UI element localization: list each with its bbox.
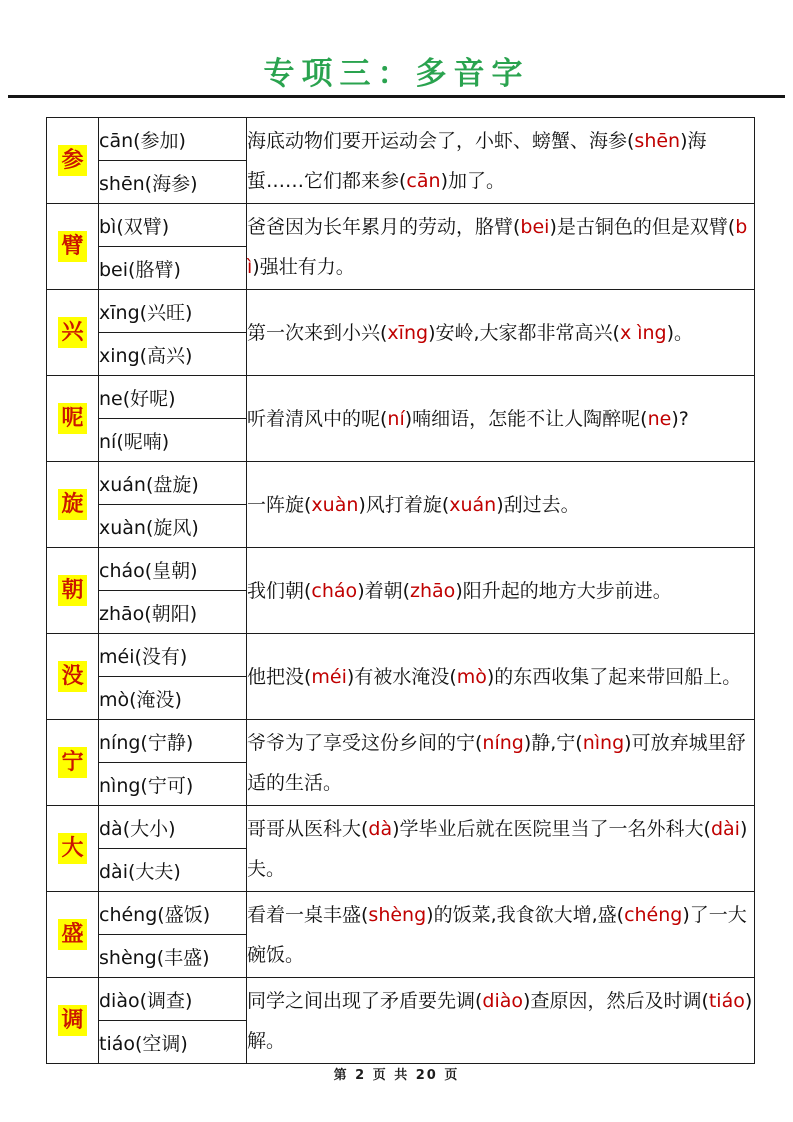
polyphone-table-body xyxy=(47,118,755,1064)
highlighted-character: 没 xyxy=(58,661,86,691)
char-cell xyxy=(47,290,99,376)
sentence-text: 第一次来到小兴( xyxy=(247,321,388,344)
highlighted-character: 宁 xyxy=(58,747,86,777)
pinyin-annotation: bei xyxy=(520,215,550,238)
reading-cell: cān(参加) xyxy=(99,118,247,161)
table-row xyxy=(47,720,755,763)
polyphone-table xyxy=(46,117,755,1064)
sentence-text: 他把没( xyxy=(247,665,312,688)
sentence-text: )了一大碗饭。 xyxy=(247,903,747,966)
highlighted-character: 旋 xyxy=(58,489,86,519)
highlighted-character: 呢 xyxy=(58,403,86,433)
reading-cell: bì(双臂) xyxy=(99,204,247,247)
sentence-text: )静,宁( xyxy=(523,731,583,754)
pinyin-annotation: xuàn xyxy=(311,493,359,516)
sentence-text: )加了。 xyxy=(440,169,505,192)
reading-cell: níng(宁静) xyxy=(99,720,247,763)
reading-cell: xīng(兴旺) xyxy=(99,290,247,333)
sentence-text: 一阵旋( xyxy=(247,493,312,516)
sentence-cell xyxy=(247,204,755,290)
sentence-cell xyxy=(247,978,755,1064)
char-cell xyxy=(47,204,99,290)
sentence-text: )可放弃城里舒适的生活。 xyxy=(247,731,746,794)
sentence-text: )喃细语，怎能不让人陶醉呢( xyxy=(404,407,648,430)
reading-cell: xuàn(旋风) xyxy=(99,505,247,548)
sentence-text: )? xyxy=(671,407,689,430)
sentence-text: )安岭,大家都非常高兴( xyxy=(428,321,620,344)
sentence-text: )夫。 xyxy=(247,817,748,880)
sentence-text: 同学之间出现了矛盾要先调( xyxy=(247,989,483,1012)
pinyin-annotation: cān xyxy=(406,169,441,192)
sentence-text: )着朝( xyxy=(357,579,411,602)
char-cell xyxy=(47,892,99,978)
table-row xyxy=(47,806,755,849)
reading-cell: mò(淹没) xyxy=(99,677,247,720)
char-cell xyxy=(47,634,99,720)
sentence-cell xyxy=(247,290,755,376)
sentence-cell xyxy=(247,892,755,978)
table-row xyxy=(47,204,755,247)
pinyin-annotation: zhāo xyxy=(410,579,456,602)
reading-cell: diào(调查) xyxy=(99,978,247,1021)
page-number: 第 2 页 共 20 页 xyxy=(333,1068,460,1083)
char-cell xyxy=(47,720,99,806)
pinyin-annotation: b ì xyxy=(247,215,748,278)
sentence-text: 看着一桌丰盛( xyxy=(247,903,369,926)
reading-cell: xing(高兴) xyxy=(99,333,247,376)
pinyin-annotation: níng xyxy=(482,731,524,754)
sentence-text: )刮过去。 xyxy=(496,493,580,516)
sentence-text: )。 xyxy=(666,321,694,344)
reading-cell: ne(好呢) xyxy=(99,376,247,419)
pinyin-annotation: xīng xyxy=(387,321,429,344)
table-row xyxy=(47,978,755,1021)
sentence-text: 海底动物们要开运动会了，小虾、螃蟹、海参( xyxy=(247,129,635,152)
sentence-cell xyxy=(247,806,755,892)
sentence-cell xyxy=(247,118,755,204)
sentence-text: 哥哥从医科大( xyxy=(247,817,369,840)
sentence-text: )有被水淹没( xyxy=(346,665,457,688)
highlighted-character: 大 xyxy=(58,833,86,863)
char-cell xyxy=(47,376,99,462)
title-divider xyxy=(8,95,785,98)
sentence-text: )海蜇……它们都来参( xyxy=(247,129,707,192)
char-cell xyxy=(47,548,99,634)
pinyin-annotation: nìng xyxy=(582,731,625,754)
pinyin-annotation: ne xyxy=(647,407,672,430)
pinyin-annotation: ní xyxy=(387,407,405,430)
highlighted-character: 盛 xyxy=(58,919,86,949)
pinyin-annotation: dài xyxy=(710,817,740,840)
table-row xyxy=(47,634,755,677)
pinyin-annotation: tiáo xyxy=(708,989,745,1012)
table-row xyxy=(47,548,755,591)
highlighted-character: 调 xyxy=(58,1005,86,1035)
pinyin-annotation: diào xyxy=(482,989,524,1012)
table-row xyxy=(47,118,755,161)
reading-cell: zhāo(朝阳) xyxy=(99,591,247,634)
sentence-text: )解。 xyxy=(247,989,753,1052)
char-cell xyxy=(47,978,99,1064)
sentence-text: )学毕业后就在医院里当了一名外科大( xyxy=(392,817,711,840)
table-row xyxy=(47,462,755,505)
highlighted-character: 臂 xyxy=(58,231,86,261)
reading-cell: dà(大小) xyxy=(99,806,247,849)
pinyin-annotation: mò xyxy=(456,665,487,688)
table-row xyxy=(47,376,755,419)
pinyin-annotation: méi xyxy=(311,665,347,688)
sentence-cell xyxy=(247,634,755,720)
reading-cell: tiáo(空调) xyxy=(99,1021,247,1064)
reading-cell: ní(呢喃) xyxy=(99,419,247,462)
reading-cell: chéng(盛饭) xyxy=(99,892,247,935)
sentence-cell xyxy=(247,720,755,806)
reading-cell: shèng(丰盛) xyxy=(99,935,247,978)
highlighted-character: 朝 xyxy=(58,575,86,605)
page-title: 专项三：多音字 xyxy=(263,56,530,92)
pinyin-annotation: shēn xyxy=(634,129,681,152)
sentence-text: )查原因，然后及时调( xyxy=(523,989,709,1012)
pinyin-annotation: chéng xyxy=(624,903,683,926)
sentence-text: )风打着旋( xyxy=(358,493,450,516)
sentence-cell xyxy=(247,462,755,548)
sentence-text: 爸爸因为长年累月的劳动，胳臂( xyxy=(247,215,521,238)
pinyin-annotation: xuán xyxy=(449,493,497,516)
char-cell xyxy=(47,118,99,204)
table-row xyxy=(47,290,755,333)
sentence-cell xyxy=(247,376,755,462)
sentence-text: )强壮有力。 xyxy=(252,255,355,278)
reading-cell: méi(没有) xyxy=(99,634,247,677)
sentence-text: 听着清风中的呢( xyxy=(247,407,388,430)
sentence-text: )阳升起的地方大步前进。 xyxy=(455,579,672,602)
reading-cell: shēn(海参) xyxy=(99,161,247,204)
char-cell xyxy=(47,462,99,548)
sentence-text: 爷爷为了享受这份乡间的宁( xyxy=(247,731,483,754)
pinyin-annotation: cháo xyxy=(311,579,358,602)
sentence-text: 我们朝( xyxy=(247,579,312,602)
highlighted-character: 参 xyxy=(58,145,86,175)
pinyin-annotation: shèng xyxy=(368,903,427,926)
sentence-text: )的东西收集了起来带回船上。 xyxy=(486,665,742,688)
sentence-text: )的饭菜,我食欲大增,盛( xyxy=(426,903,625,926)
pinyin-annotation: x ìng xyxy=(619,321,667,344)
reading-cell: xuán(盘旋) xyxy=(99,462,247,505)
highlighted-character: 兴 xyxy=(58,317,86,347)
sentence-text: )是古铜色的但是双臂( xyxy=(549,215,736,238)
reading-cell: bei(胳臂) xyxy=(99,247,247,290)
char-cell xyxy=(47,806,99,892)
reading-cell: nìng(宁可) xyxy=(99,763,247,806)
table-row xyxy=(47,892,755,935)
sentence-cell xyxy=(247,548,755,634)
reading-cell: cháo(皇朝) xyxy=(99,548,247,591)
pinyin-annotation: dà xyxy=(368,817,393,840)
reading-cell: dài(大夫) xyxy=(99,849,247,892)
